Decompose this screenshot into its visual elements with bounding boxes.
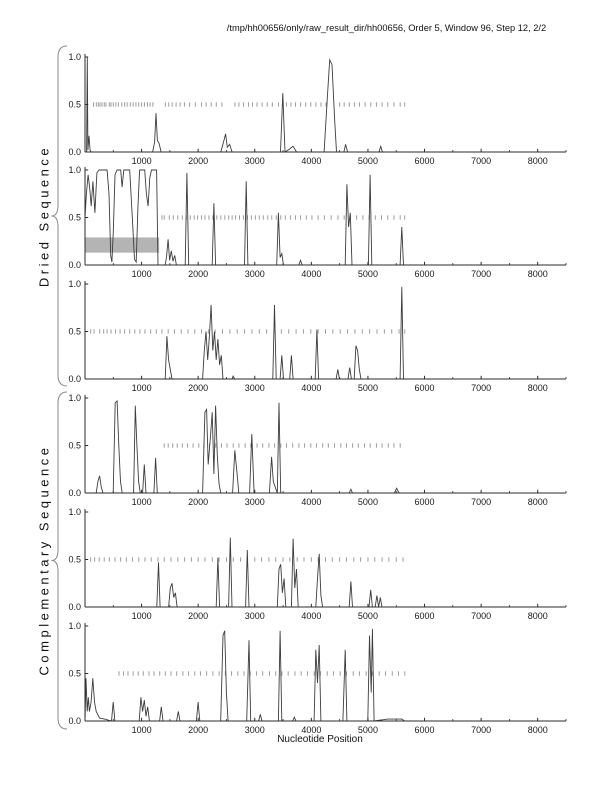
x-tick-label: 2000 <box>188 269 209 279</box>
x-axis-title: Nucleotide Position <box>277 734 363 745</box>
y-tick-label: 0.0 <box>68 260 81 270</box>
plot-title: /tmp/hh00656/only/raw_result_dir/hh00656, Order 5, Window 96, Step 12, 2/2 <box>226 23 547 33</box>
x-tick-label: 1000 <box>131 611 152 621</box>
signal-curve <box>85 57 566 152</box>
x-tick-label: 5000 <box>357 156 378 166</box>
x-tick-label: 4000 <box>301 156 322 166</box>
y-tick-label: 0.5 <box>68 99 81 110</box>
x-tick-label: 3000 <box>244 725 265 735</box>
x-tick-label: 7000 <box>471 725 492 735</box>
y-tick-label: 0.0 <box>68 488 81 498</box>
x-tick-label: 1000 <box>131 725 152 735</box>
x-tick-label: 1000 <box>131 383 152 393</box>
subplot-dried-2 <box>68 165 566 279</box>
x-tick-label: 3000 <box>244 383 265 393</box>
y-tick-label: 1.0 <box>68 165 81 175</box>
x-tick-label: 5000 <box>357 725 378 735</box>
x-tick-label: 6000 <box>414 156 435 166</box>
y-tick-label: 0.5 <box>68 212 81 223</box>
y-tick-label: 1.0 <box>68 279 81 289</box>
y-tick-label: 1.0 <box>68 621 81 631</box>
signal-curve <box>85 538 566 607</box>
x-tick-label: 4000 <box>301 383 322 393</box>
x-tick-label: 3000 <box>244 497 265 507</box>
y-tick-label: 0.0 <box>68 374 81 384</box>
x-tick-label: 6000 <box>414 497 435 507</box>
y-tick-label: 1.0 <box>68 52 81 62</box>
x-tick-label: 6000 <box>414 383 435 393</box>
x-tick-label: 4000 <box>301 269 322 279</box>
x-tick-label: 4000 <box>301 497 322 507</box>
x-tick-label: 8000 <box>527 383 548 393</box>
x-tick-label: 7000 <box>471 156 492 166</box>
y-tick-label: 1.0 <box>68 393 81 403</box>
x-tick-label: 1000 <box>131 156 152 166</box>
y-tick-label: 0.5 <box>68 440 81 451</box>
x-tick-label: 3000 <box>244 269 265 279</box>
subplot-dried-1 <box>68 52 566 166</box>
x-tick-label: 7000 <box>471 269 492 279</box>
x-tick-label: 4000 <box>301 725 322 735</box>
x-tick-label: 3000 <box>244 156 265 166</box>
x-tick-label: 6000 <box>414 269 435 279</box>
x-tick-label: 8000 <box>527 497 548 507</box>
x-tick-label: 2000 <box>188 383 209 393</box>
x-tick-label: 8000 <box>527 269 548 279</box>
x-tick-label: 7000 <box>471 611 492 621</box>
x-tick-label: 6000 <box>414 611 435 621</box>
x-tick-label: 6000 <box>414 725 435 735</box>
x-tick-label: 8000 <box>527 611 548 621</box>
x-tick-label: 8000 <box>527 725 548 735</box>
subplot-complementary-3 <box>68 621 566 735</box>
x-tick-label: 2000 <box>188 725 209 735</box>
x-tick-label: 2000 <box>188 497 209 507</box>
y-tick-label: 1.0 <box>68 507 81 517</box>
x-tick-label: 7000 <box>471 383 492 393</box>
signal-curve <box>85 401 566 493</box>
y-tick-label: 0.5 <box>68 326 81 337</box>
complementary-sequence-group-label: Complementary Sequence <box>36 444 52 676</box>
complementary-group-brace <box>52 392 68 729</box>
dried-sequence-group-label: Dried Sequence <box>36 144 52 288</box>
x-tick-label: 5000 <box>357 611 378 621</box>
y-tick-label: 0.5 <box>68 668 81 679</box>
y-tick-label: 0.0 <box>68 602 81 612</box>
x-tick-label: 2000 <box>188 611 209 621</box>
y-tick-label: 0.0 <box>68 716 81 726</box>
x-tick-label: 5000 <box>357 269 378 279</box>
x-tick-label: 5000 <box>357 497 378 507</box>
x-tick-label: 1000 <box>131 497 152 507</box>
x-tick-label: 1000 <box>131 269 152 279</box>
dried-group-brace <box>52 46 68 386</box>
subplot-complementary-1 <box>68 393 566 507</box>
x-tick-label: 7000 <box>471 497 492 507</box>
highlight-band <box>85 237 159 252</box>
x-tick-label: 8000 <box>527 156 548 166</box>
x-tick-label: 3000 <box>244 611 265 621</box>
y-tick-label: 0.5 <box>68 554 81 565</box>
signal-curve <box>85 629 566 721</box>
x-tick-label: 2000 <box>188 156 209 166</box>
x-tick-label: 5000 <box>357 383 378 393</box>
subplot-dried-3 <box>68 279 566 393</box>
y-tick-label: 0.0 <box>68 147 81 157</box>
x-tick-label: 4000 <box>301 611 322 621</box>
subplot-complementary-2 <box>68 507 566 621</box>
